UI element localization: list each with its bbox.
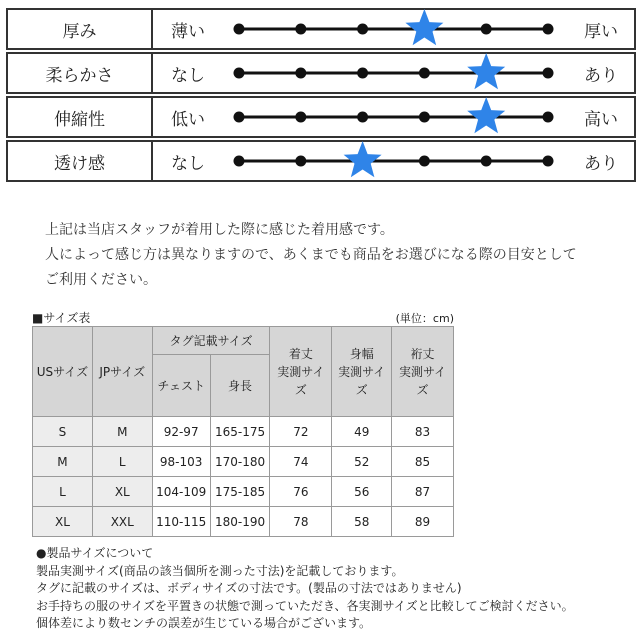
feel-track xyxy=(153,142,634,180)
feel-scale-line xyxy=(233,53,554,93)
feel-track xyxy=(153,10,634,48)
rating-star-icon xyxy=(467,53,505,89)
feel-low-label: なし xyxy=(171,153,205,174)
note-line: 人によって感じ方は異なりますので、あくまでも商品をお選びになる際の目安として xyxy=(45,247,577,263)
feel-track xyxy=(153,98,634,136)
size-row xyxy=(33,477,454,507)
cell-jp: XL xyxy=(92,477,152,507)
header-tag-size: タグ記載サイズ xyxy=(152,327,270,355)
header-length-text: 着丈 実測サイ ズ xyxy=(277,346,325,397)
cell-us: M xyxy=(33,447,93,477)
feel-row xyxy=(6,52,636,94)
header-sleeve xyxy=(392,327,454,417)
cell-sleeve: 89 xyxy=(392,507,454,537)
cell-width: 52 xyxy=(332,447,392,477)
size-row xyxy=(33,507,454,537)
scale-dot xyxy=(543,156,554,167)
scale-dot xyxy=(357,24,368,35)
cell-chest: 92-97 xyxy=(152,417,210,447)
cell-sleeve: 87 xyxy=(392,477,454,507)
feel-row xyxy=(6,140,636,182)
size-table-heading xyxy=(32,309,454,325)
size-footnotes xyxy=(36,545,636,633)
scale-dot xyxy=(234,24,245,35)
feel-row xyxy=(6,8,636,50)
feel-scale-svg xyxy=(233,97,554,137)
rating-star-icon xyxy=(344,141,382,177)
scale-dot xyxy=(419,68,430,79)
cell-height: 170-180 xyxy=(210,447,270,477)
header-length xyxy=(270,327,332,417)
note-line: ご利用ください。 xyxy=(45,272,157,288)
scale-dot xyxy=(295,156,306,167)
feel-scale-svg xyxy=(233,53,554,93)
footnote-line: 製品実測サイズ(商品の該当個所を測った寸法)を記載しております。 xyxy=(36,563,404,578)
cell-width: 56 xyxy=(332,477,392,507)
feel-low-label: 低い xyxy=(171,109,205,130)
cell-sleeve: 83 xyxy=(392,417,454,447)
scale-dot xyxy=(234,112,245,123)
feel-high-label: あり xyxy=(584,153,618,174)
cell-height: 175-185 xyxy=(210,477,270,507)
header-width xyxy=(332,327,392,417)
cell-chest: 104-109 xyxy=(152,477,210,507)
size-table xyxy=(32,326,454,537)
feel-high-label: あり xyxy=(584,65,618,86)
cell-width: 49 xyxy=(332,417,392,447)
feel-scale-svg xyxy=(233,141,554,181)
scale-dot xyxy=(543,112,554,123)
feel-scale-line xyxy=(233,9,554,49)
feel-row xyxy=(6,96,636,138)
feel-label: 透け感 xyxy=(8,142,153,180)
scale-dot xyxy=(481,156,492,167)
rating-star-icon xyxy=(405,9,443,45)
scale-dot xyxy=(357,68,368,79)
size-row xyxy=(33,417,454,447)
feel-label: 厚み xyxy=(8,10,153,48)
cell-length: 72 xyxy=(270,417,332,447)
scale-dot xyxy=(295,24,306,35)
cell-length: 74 xyxy=(270,447,332,477)
cell-jp: L xyxy=(92,447,152,477)
feel-scale-line xyxy=(233,97,554,137)
size-table-unit: (単位：cm) xyxy=(395,312,454,325)
header-jp-size: JPサイズ xyxy=(92,327,152,417)
feel-label: 伸縮性 xyxy=(8,98,153,136)
scale-dot xyxy=(357,112,368,123)
feel-track xyxy=(153,54,634,92)
cell-us: XL xyxy=(33,507,93,537)
scale-dot xyxy=(234,68,245,79)
feel-low-label: 薄い xyxy=(171,21,205,42)
cell-length: 76 xyxy=(270,477,332,507)
scale-dot xyxy=(543,24,554,35)
cell-us: L xyxy=(33,477,93,507)
rating-star-icon xyxy=(467,97,505,133)
footnote-line: お手持ちの服のサイズを平置きの状態で測っていただき、各実測サイズと比較してご検討ください。 xyxy=(36,598,574,613)
wearing-feel-notes xyxy=(45,218,625,293)
scale-dot xyxy=(295,68,306,79)
size-table-title: ■サイズ表 xyxy=(32,311,91,325)
feel-high-label: 高い xyxy=(584,109,618,130)
cell-width: 58 xyxy=(332,507,392,537)
feel-label: 柔らかさ xyxy=(8,54,153,92)
scale-dot xyxy=(543,68,554,79)
cell-height: 165-175 xyxy=(210,417,270,447)
header-height: 身長 xyxy=(210,355,270,417)
cell-jp: M xyxy=(92,417,152,447)
header-width-text: 身幅 実測サイ ズ xyxy=(338,346,386,397)
cell-us: S xyxy=(33,417,93,447)
header-sleeve-text: 裄丈 実測サイ ズ xyxy=(398,346,447,397)
header-us-size: USサイズ xyxy=(33,327,93,417)
cell-jp: XXL xyxy=(92,507,152,537)
footnote-line: タグに記載のサイズは、ボディサイズの寸法です。(製品の寸法ではありません) xyxy=(36,581,462,595)
cell-sleeve: 85 xyxy=(392,447,454,477)
scale-dot xyxy=(234,156,245,167)
feel-scale-svg xyxy=(233,9,554,49)
cell-chest: 110-115 xyxy=(152,507,210,537)
scale-dot xyxy=(419,112,430,123)
cell-chest: 98-103 xyxy=(152,447,210,477)
cell-height: 180-190 xyxy=(210,507,270,537)
feel-high-label: 厚い xyxy=(584,21,618,42)
scale-dot xyxy=(419,156,430,167)
header-chest: チェスト xyxy=(152,355,210,417)
footnote-line: 個体差により数センチの誤差が生じている場合がございます。 xyxy=(36,616,372,630)
feel-scale-line xyxy=(233,141,554,181)
feel-low-label: なし xyxy=(171,65,205,86)
note-line: 上記は当店スタッフが着用した際に感じた着用感です。 xyxy=(45,222,394,238)
feel-scale-table xyxy=(6,8,636,184)
scale-dot xyxy=(481,24,492,35)
size-row xyxy=(33,447,454,477)
cell-length: 78 xyxy=(270,507,332,537)
footnote-line: ●製品サイズについて xyxy=(36,546,154,560)
scale-dot xyxy=(295,112,306,123)
